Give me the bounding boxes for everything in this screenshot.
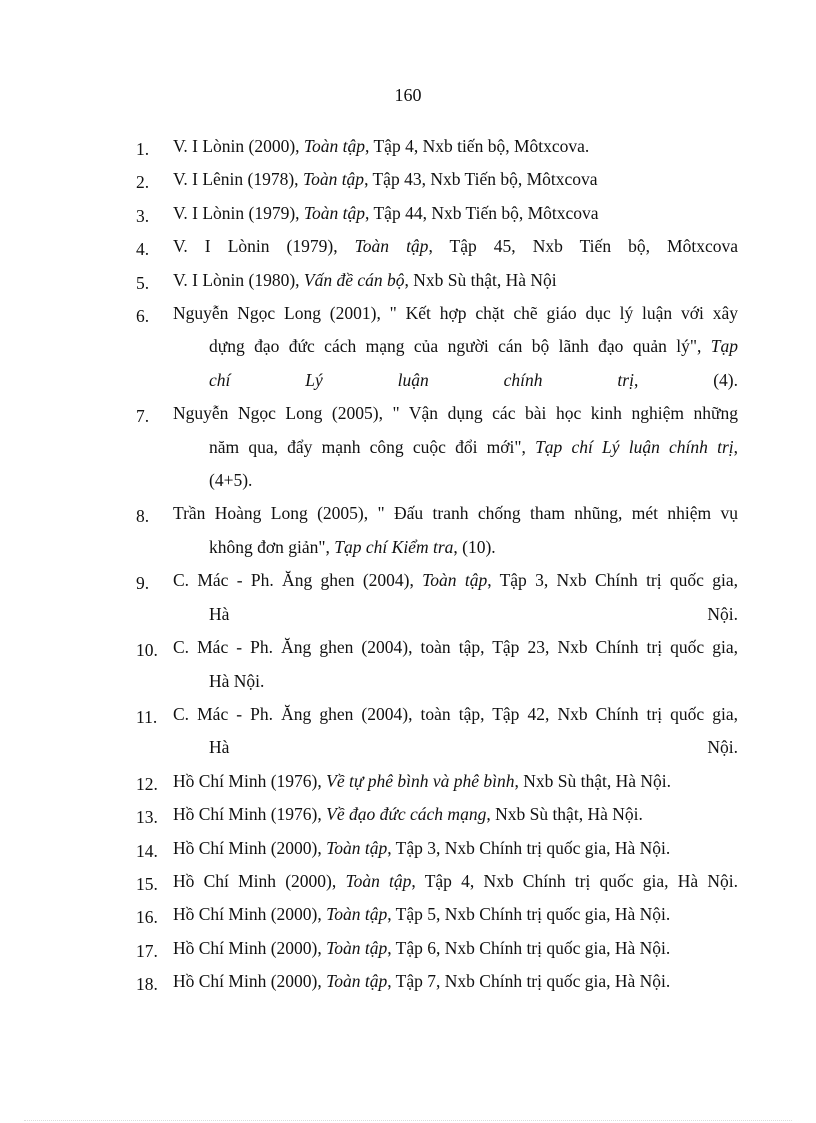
reference-item — [0, 397, 816, 497]
footer-divider — [24, 1120, 792, 1121]
reference-item — [0, 698, 816, 765]
reference-number: 4. — [136, 239, 150, 260]
reference-item — [0, 197, 816, 230]
reference-item — [0, 497, 816, 564]
reference-text: V. I Lònin (1980), Vấn đề cán bộ, Nxb Sù thật, Hà Nội — [173, 269, 557, 290]
reference-number: 9. — [136, 573, 150, 594]
reference-text: Hồ Chí Minh (2000), Toàn tập, Tập 7, Nxb Chính trị quốc gia, Hà Nội. — [173, 971, 671, 992]
reference-number: 5. — [136, 272, 150, 293]
reference-item — [0, 631, 816, 698]
reference-number: 11. — [136, 706, 158, 727]
reference-item — [0, 965, 816, 998]
reference-number: 6. — [136, 306, 150, 327]
reference-item — [0, 765, 816, 798]
reference-text: Hồ Chí Minh (2000), Toàn tập, Tập 3, Nxb Chính trị quốc gia, Hà Nội. — [173, 837, 671, 858]
reference-item — [0, 564, 816, 631]
reference-text: C. Mác - Ph. Ăng ghen (2004), Toàn tập, Tập 3, Nxb Chính trị quốc gia, Hà Nội. — [173, 570, 738, 624]
reference-number: 7. — [136, 406, 150, 427]
reference-number: 14. — [136, 840, 158, 861]
reference-text: Hồ Chí Minh (1976), Về tự phê bình và phê bình, Nxb Sù thật, Hà Nội. — [173, 770, 672, 791]
reference-item — [0, 163, 816, 196]
reference-text: V. I Lònin (1979), Toàn tập, Tập 45, Nxb Tiến bộ, Môtxcova — [173, 236, 739, 257]
reference-number: 18. — [136, 974, 158, 995]
reference-text: Hồ Chí Minh (2000), Toàn tập, Tập 4, Nxb Chính trị quốc gia, Hà Nội. — [173, 870, 738, 891]
page-number: 160 — [394, 85, 422, 105]
reference-item — [0, 130, 816, 163]
reference-text: Hồ Chí Minh (2000), Toàn tập, Tập 6, Nxb Chính trị quốc gia, Hà Nội. — [173, 937, 671, 958]
reference-number: 2. — [136, 172, 150, 193]
reference-item — [0, 832, 816, 865]
reference-text: C. Mác - Ph. Ăng ghen (2004), toàn tập, Tập 42, Nxb Chính trị quốc gia, Hà Nội. — [173, 703, 738, 758]
reference-text: V. I Lònin (2000), Toàn tập, Tập 4, Nxb tiến bộ, Môtxcova. — [173, 136, 590, 156]
reference-item — [0, 865, 816, 898]
reference-number: 10. — [136, 640, 158, 661]
reference-number: 3. — [136, 205, 150, 226]
reference-text: C. Mác - Ph. Ăng ghen (2004), toàn tập, Tập 23, Nxb Chính trị quốc gia, Hà Nội. — [173, 637, 738, 691]
reference-number: 1. — [136, 139, 150, 159]
reference-text: V. I Lênin (1978), Toàn tập, Tập 43, Nxb Tiến bộ, Môtxcova — [173, 169, 598, 190]
reference-number: 16. — [136, 907, 158, 928]
reference-item — [0, 798, 816, 831]
reference-number: 17. — [136, 940, 158, 961]
reference-text: Nguyễn Ngọc Long (2001), " Kết hợp chặt chẽ giáo dục lý luận với xây dựng đạo đức cách mạng của người cán bộ lãnh đạo quản lý", Tạp chí Lý luận chính trị, (4). — [173, 303, 739, 390]
reference-item — [0, 898, 816, 931]
reference-text: Hồ Chí Minh (2000), Toàn tập, Tập 5, Nxb Chính trị quốc gia, Hà Nội. — [173, 904, 671, 925]
reference-number: 8. — [136, 506, 150, 527]
reference-item — [0, 297, 816, 397]
reference-text: Hồ Chí Minh (1976), Về đạo đức cách mạng, Nxb Sù thật, Hà Nội. — [173, 804, 643, 825]
reference-number: 12. — [136, 773, 158, 794]
reference-list — [0, 130, 816, 999]
reference-text: Trần Hoàng Long (2005), " Đấu tranh chống tham nhũng, mét nhiệm vụ không đơn giản", Tạp chí Kiểm tra, (10). — [173, 503, 738, 557]
reference-item — [0, 932, 816, 965]
reference-number: 15. — [136, 873, 158, 894]
reference-item — [0, 230, 816, 263]
reference-text: V. I Lònin (1979), Toàn tập, Tập 44, Nxb Tiến bộ, Môtxcova — [173, 202, 599, 223]
reference-number: 13. — [136, 807, 158, 828]
reference-item — [0, 264, 816, 297]
reference-text: Nguyễn Ngọc Long (2005), " Vận dụng các bài học kinh nghiệm những năm qua, đẩy mạnh công cuộc đổi mới", Tạp chí Lý luận chính trị, (4+5). — [173, 403, 738, 491]
